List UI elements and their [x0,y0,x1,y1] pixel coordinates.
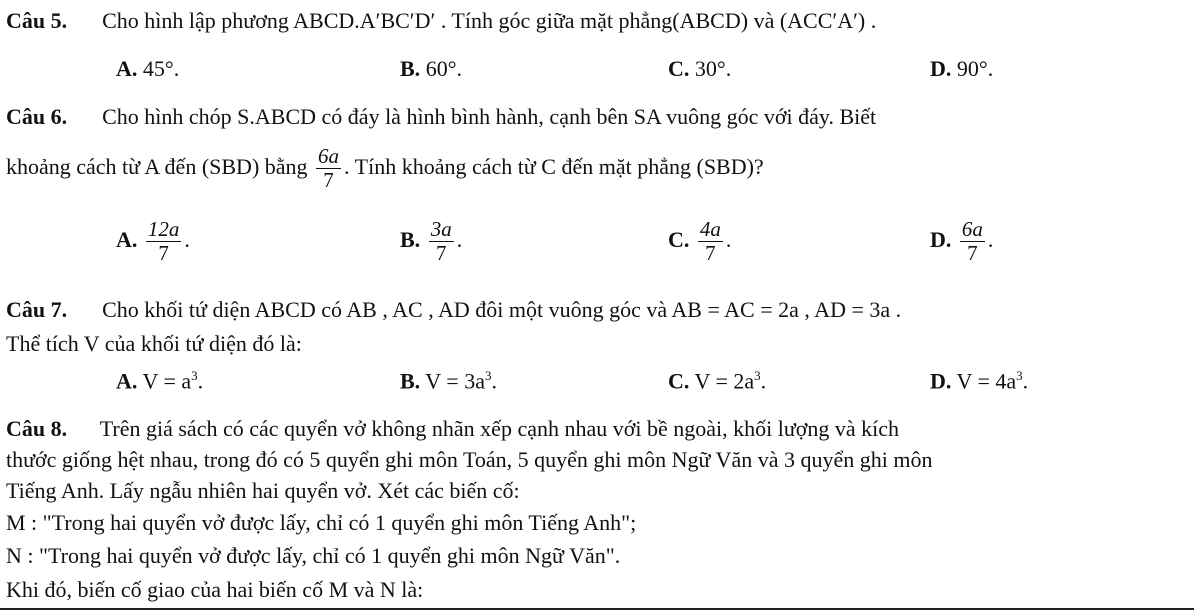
q8-event-m [6,510,636,536]
q7-label: Câu 7. [6,297,68,322]
fraction [698,218,723,265]
q5-option-b [400,56,462,82]
exponent: 3 [484,368,492,383]
q8-line-1 [6,416,899,442]
q6-option-a: A. $\frac{12a}{7}$ . [116,217,190,266]
event-m-text: M : "Trong hai quyển vở được lấy, chỉ có 1 quyển ghi môn Tiếng Anh"; [6,510,637,535]
fraction-numerator: 3a [430,217,452,242]
option-label: B. [400,56,421,81]
option-label: C. [668,368,690,394]
option-label: C. [668,56,690,81]
q5-option-d [930,56,993,82]
option-label: C. [668,227,690,252]
option-label: B. [400,368,421,394]
q8-text-4: Khi đó, biến cố giao của hai biến cố M và N là: [6,577,424,602]
fraction-denominator: 7 [967,241,978,266]
option-label: A. [116,368,138,394]
q8-line-4 [6,577,423,603]
option-value: V = 3a [425,368,485,394]
q8-text-3: Tiếng Anh. Lấy ngẫu nhiên hai quyển vở. Xét các biến cố: [6,478,520,503]
q7-line-1 [6,297,901,323]
q6-option-b: B. $\frac{3a}{7}$ . [400,217,463,266]
option-value: 60°. [425,56,462,81]
option-label: B. [400,227,421,252]
q8-event-n [6,543,620,569]
q7-option-d [930,368,1028,394]
fraction-numerator: 6a [961,217,983,242]
q6-option-c: C. $\frac{4a}{7}$ . [668,217,732,266]
q8-text-2: thước giống hệt nhau, trong đó có 5 quyển ghi môn Toán, 5 quyển ghi môn Ngữ Văn và 3 quyển ghi môn [6,447,933,472]
fraction [960,218,985,265]
fraction-denominator: 7 [323,168,334,193]
q8-label: Câu 8. [6,416,68,441]
fraction [316,145,341,192]
fraction-denominator: 7 [705,241,716,266]
fraction [146,218,182,265]
q6-text-2b: . Tính khoảng cách từ C đến mặt phẳng (SBD)? [344,154,764,179]
q5-option-a [116,56,179,82]
q7-line-2 [6,331,302,357]
option-label: A. [116,227,138,252]
option-suffix: . [760,368,767,394]
exponent: 3 [754,368,761,383]
q7-option-c [668,368,766,394]
fraction-denominator: 7 [435,241,447,266]
exponent: 3 [191,368,198,383]
q6-label: Câu 6. [6,104,68,129]
option-value: V = 4a [956,368,1017,394]
q6-text-1: Cho hình chóp S.ABCD có đáy là hình bình hành, cạnh bên SA vuông góc với đáy. Biết [102,104,877,129]
fraction-numerator: 4a [699,217,721,242]
option-value: V = 2a [694,368,755,394]
q5-line [6,8,876,34]
q6-text-2a: khoảng cách từ A đến (SBD) bằng [6,154,308,179]
fraction [429,218,454,265]
option-label: A. [116,56,138,81]
q5-label: Câu 5. [6,8,68,33]
option-value: 90°. [956,56,994,81]
option-suffix: . [1022,368,1029,394]
fraction-numerator: 6a [318,144,340,169]
q6-option-d: D. $\frac{6a}{7}$ . [930,217,994,266]
q7-text-1: Cho khối tứ diện ABCD có AB , AC , AD đôi một vuông góc và AB = AC = 2a , AD = 3a . [102,297,902,322]
q8-line-3 [6,478,520,504]
q7-option-b [400,368,497,394]
q8-text-1: Trên giá sách có các quyển vở không nhãn xếp cạnh nhau với bề ngoài, khối lượng và kích [99,416,900,441]
fraction-denominator: 7 [158,241,169,266]
q5-text: Cho hình lập phương ABCD.A′BC′D′ . Tính góc giữa mặt phẳng(ABCD) và (ACC′A′) . [102,8,877,33]
q5-option-c [668,56,731,82]
option-label: D. [930,56,952,81]
option-suffix: . [197,368,204,394]
q7-text-2: Thể tích V của khối tứ diện đó là: [6,331,302,356]
option-value: 30°. [694,56,732,81]
option-label: D. [930,368,952,394]
option-value: V = a [142,368,192,394]
fraction-numerator: 12a [147,217,180,242]
q7-option-a [116,368,203,394]
option-value: 45°. [142,56,180,81]
q8-line-2 [6,447,932,473]
bottom-divider [0,608,1194,610]
q6-line-1 [6,104,876,130]
option-label: D. [930,227,952,252]
exponent: 3 [1016,368,1023,383]
event-n-text: N : "Trong hai quyển vở được lấy, chỉ có 1 quyển ghi môn Ngữ Văn". [6,543,621,568]
option-suffix: . [491,368,497,394]
q6-line-2 [6,142,764,192]
